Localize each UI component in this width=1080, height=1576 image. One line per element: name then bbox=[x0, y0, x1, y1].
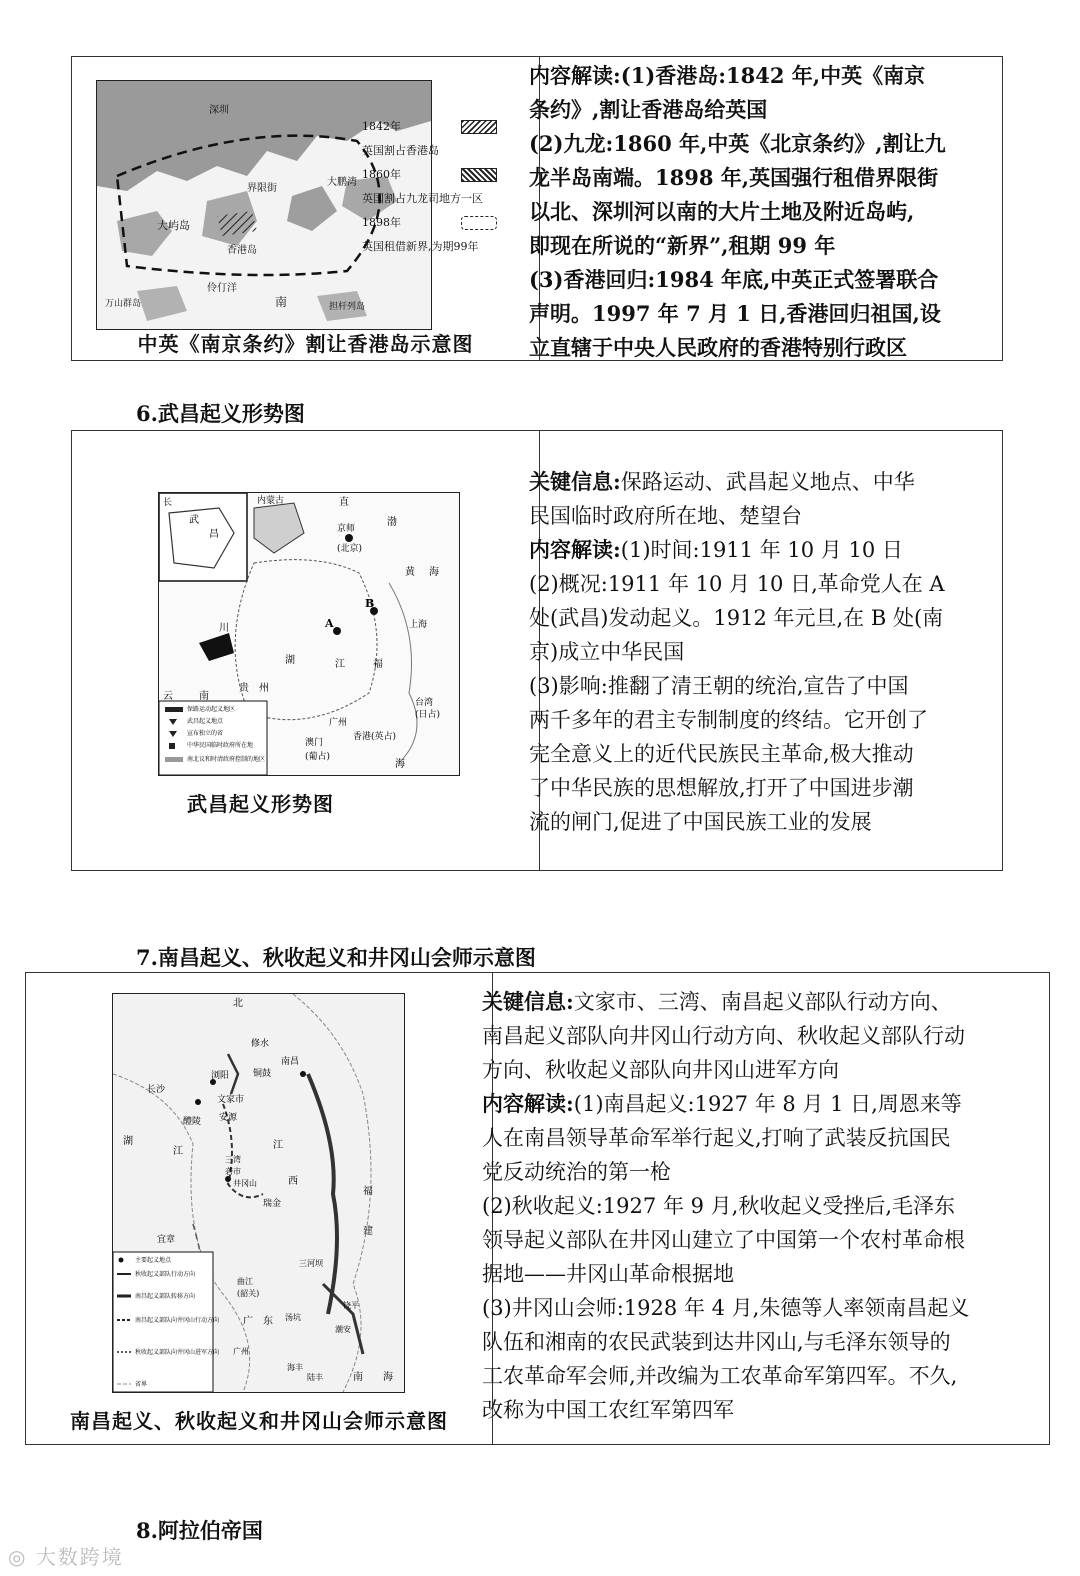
svg-text:省界: 省界 bbox=[135, 1381, 148, 1388]
svg-text:井冈山: 井冈山 bbox=[233, 1179, 257, 1188]
hongkong-map-caption: 中英《南京条约》割让香港岛示意图 bbox=[137, 332, 474, 356]
hatch-swatch-1842 bbox=[461, 120, 497, 134]
svg-text:湖: 湖 bbox=[123, 1136, 133, 1147]
hongkong-text bbox=[517, 57, 1002, 360]
svg-text:瑞金: 瑞金 bbox=[263, 1199, 282, 1209]
svg-text:南: 南 bbox=[275, 295, 288, 309]
svg-text:渤: 渤 bbox=[387, 517, 397, 528]
svg-text:修水: 修水 bbox=[251, 1039, 270, 1049]
svg-text:醴陵: 醴陵 bbox=[183, 1117, 202, 1127]
svg-text:深圳: 深圳 bbox=[209, 105, 229, 116]
svg-text:砻市: 砻市 bbox=[225, 1167, 241, 1176]
nanchang-heading: 7.南昌起义、秋收起义和井冈山会师示意图 bbox=[136, 945, 536, 970]
svg-text:川: 川 bbox=[219, 623, 229, 634]
text-line: 南昌起义部队向井冈山行动方向、秋收起义部队行动 bbox=[482, 1024, 965, 1048]
svg-text:文家市: 文家市 bbox=[217, 1095, 245, 1105]
svg-text:建: 建 bbox=[363, 1226, 373, 1237]
text-line: (3)井冈山会师:1928 年 4 月,朱德等人率领南昌起义 bbox=[482, 1296, 970, 1320]
svg-text:广州: 广州 bbox=[233, 1347, 249, 1356]
text-line: 京)成立中华民国 bbox=[529, 640, 685, 664]
svg-text:京师: 京师 bbox=[337, 524, 356, 534]
svg-text:主要起义地点: 主要起义地点 bbox=[135, 1257, 172, 1264]
hongkong-legend bbox=[362, 115, 497, 259]
svg-text:北: 北 bbox=[233, 998, 243, 1009]
text-line: 工农革命军会师,并改编为工农革命军第四军。不久, bbox=[482, 1364, 958, 1388]
svg-text:黄: 黄 bbox=[405, 567, 415, 578]
nanchang-map-caption: 南昌起义、秋收起义和井冈山会师示意图 bbox=[70, 1409, 448, 1433]
svg-text:中华民国临时政府所在地: 中华民国临时政府所在地 bbox=[187, 742, 254, 749]
svg-text:秋收起义部队向井冈山进军方向: 秋收起义部队向井冈山进军方向 bbox=[135, 1349, 220, 1356]
svg-text:三河坝: 三河坝 bbox=[299, 1259, 323, 1268]
text-line: 流的闸门,促进了中国民族工业的发展 bbox=[529, 810, 872, 834]
hongkong-map-cell bbox=[72, 57, 540, 360]
svg-text:(日占): (日占) bbox=[415, 710, 441, 720]
svg-text:海: 海 bbox=[429, 567, 439, 578]
svg-text:江: 江 bbox=[335, 659, 345, 670]
text-line: 据地——井冈山革命根据地 bbox=[482, 1262, 734, 1286]
svg-text:南昌起义部队转移方向: 南昌起义部队转移方向 bbox=[135, 1293, 196, 1300]
svg-text:陆丰: 陆丰 bbox=[307, 1373, 323, 1382]
svg-text:南昌起义部队向井冈山行动方向: 南昌起义部队向井冈山行动方向 bbox=[135, 1317, 220, 1324]
svg-text:海: 海 bbox=[395, 759, 405, 770]
svg-text:贵: 贵 bbox=[239, 683, 249, 694]
svg-text:内蒙古: 内蒙古 bbox=[257, 496, 285, 506]
text-line: 以北、深圳河以南的大片土地及附近岛屿, bbox=[529, 199, 915, 224]
svg-text:南北议和时清政府控制的地区: 南北议和时清政府控制的地区 bbox=[187, 756, 266, 763]
text-line: 即现在所说的“新界”,租期 99 年 bbox=[529, 233, 836, 258]
svg-text:香港(英占): 香港(英占) bbox=[353, 732, 397, 742]
svg-text:浏阳: 浏阳 bbox=[211, 1071, 230, 1081]
legend-1842: 1842年 bbox=[362, 115, 497, 139]
text-line: 改称为中国工农红军第四军 bbox=[482, 1398, 734, 1422]
svg-text:饶平: 饶平 bbox=[343, 1301, 359, 1310]
text-line: (3)影响:推翻了清王朝的统治,宣告了中国 bbox=[529, 674, 909, 698]
svg-text:长: 长 bbox=[163, 498, 173, 508]
svg-text:(韶关): (韶关) bbox=[237, 1289, 260, 1298]
wuchang-map bbox=[158, 492, 460, 776]
text-line: 关键信息:保路运动、武昌起义地点、中华 bbox=[529, 469, 915, 494]
text-line: 内容解读:(1)香港岛:1842 年,中英《南京 bbox=[529, 63, 926, 88]
svg-text:秋收起义部队行动方向: 秋收起义部队行动方向 bbox=[135, 1271, 196, 1278]
svg-text:大鹏湾: 大鹏湾 bbox=[327, 177, 357, 188]
svg-text:湖: 湖 bbox=[285, 655, 295, 666]
legend-1898-text: 英国租借新界,为期99年 bbox=[362, 240, 479, 253]
svg-text:武昌起义地点: 武昌起义地点 bbox=[187, 718, 224, 725]
watermark-logo-icon: ◎ bbox=[8, 1545, 28, 1569]
nanchang-map-cell bbox=[26, 973, 493, 1444]
svg-text:澳门: 澳门 bbox=[305, 738, 324, 748]
svg-text:大屿岛: 大屿岛 bbox=[157, 219, 190, 232]
svg-text:福: 福 bbox=[373, 659, 383, 670]
text-line: 两千多年的君主专制制度的终结。它开创了 bbox=[529, 708, 928, 732]
legend-1860: 1860年 bbox=[362, 163, 497, 187]
svg-text:武: 武 bbox=[189, 515, 199, 526]
legend-1842-text: 英国割占香港岛 bbox=[362, 144, 439, 157]
svg-text:担杆列岛: 担杆列岛 bbox=[329, 302, 366, 312]
svg-text:海丰: 海丰 bbox=[287, 1363, 303, 1372]
text-line: 条约》,割让香港岛给英国 bbox=[529, 97, 768, 122]
wuchang-section bbox=[71, 430, 1003, 871]
nanchang-text bbox=[470, 973, 1049, 1444]
svg-text:安源: 安源 bbox=[219, 1113, 238, 1123]
wuchang-map-caption: 武昌起义形势图 bbox=[187, 792, 334, 816]
watermark: ◎ 大数跨境 bbox=[8, 1545, 124, 1569]
text-line: 内容解读:(1)南昌起义:1927 年 8 月 1 日,周恩来等 bbox=[482, 1091, 962, 1116]
svg-text:伶仃洋: 伶仃洋 bbox=[207, 283, 237, 294]
svg-text:台湾: 台湾 bbox=[415, 698, 434, 708]
svg-text:保路运动起义地区: 保路运动起义地区 bbox=[187, 706, 236, 713]
text-line: 龙半岛南端。1898 年,英国强行租借界限街 bbox=[529, 165, 939, 190]
wuchang-text bbox=[517, 431, 1002, 870]
svg-text:江: 江 bbox=[273, 1140, 283, 1151]
svg-text:宜章: 宜章 bbox=[157, 1235, 176, 1245]
nanchang-map bbox=[112, 993, 405, 1393]
svg-text:上海: 上海 bbox=[409, 620, 428, 630]
text-line: 人在南昌领导革命军举行起义,打响了武装反抗国民 bbox=[482, 1126, 951, 1150]
text-line: 了中华民族的思想解放,打开了中国进步潮 bbox=[529, 776, 914, 800]
svg-text:万山群岛: 万山群岛 bbox=[105, 299, 142, 309]
svg-text:A: A bbox=[325, 617, 334, 630]
dashed-swatch-1898 bbox=[461, 216, 497, 230]
text-line: 关键信息:文家市、三湾、南昌起义部队行动方向、 bbox=[482, 989, 952, 1014]
svg-text:(葡占): (葡占) bbox=[305, 752, 331, 762]
text-line: 完全意义上的近代民族民主革命,极大推动 bbox=[529, 742, 914, 766]
svg-text:潮安: 潮安 bbox=[335, 1325, 351, 1334]
text-line: 党反动统治的第一枪 bbox=[482, 1160, 671, 1184]
svg-text:州: 州 bbox=[259, 683, 269, 694]
wuchang-heading: 6.武昌起义形势图 bbox=[136, 401, 305, 426]
svg-text:三湾: 三湾 bbox=[225, 1155, 241, 1164]
legend-1860-text: 英国割占九龙司地方一区 bbox=[362, 192, 483, 205]
text-line: (2)九龙:1860 年,中英《北京条约》,割让九 bbox=[529, 131, 946, 156]
text-line: 队伍和湘南的农民武装到达井冈山,与毛泽东领导的 bbox=[482, 1330, 951, 1354]
hongkong-section bbox=[71, 56, 1003, 361]
text-line: (2)概况:1911 年 10 月 10 日,革命党人在 A bbox=[529, 572, 945, 596]
svg-text:南: 南 bbox=[353, 1372, 363, 1383]
text-line: 领导起义部队在井冈山建立了中国第一个农村革命根 bbox=[482, 1228, 965, 1252]
svg-text:西: 西 bbox=[288, 1176, 298, 1187]
svg-text:南: 南 bbox=[199, 691, 209, 702]
text-line: (3)香港回归:1984 年底,中英正式签署联合 bbox=[529, 267, 939, 292]
legend-1898: 1898年 bbox=[362, 211, 497, 235]
svg-text:昌: 昌 bbox=[209, 529, 219, 540]
wuchang-map-cell bbox=[72, 431, 540, 870]
svg-text:曲江: 曲江 bbox=[237, 1277, 253, 1286]
text-line: 处(武昌)发动起义。1912 年元旦,在 B 处(南 bbox=[529, 606, 944, 630]
text-line: (2)秋收起义:1927 年 9 月,秋收起义受挫后,毛泽东 bbox=[482, 1194, 956, 1218]
text-line: 内容解读:(1)时间:1911 年 10 月 10 日 bbox=[529, 537, 903, 562]
hatch-swatch-1860 bbox=[461, 168, 497, 182]
svg-text:东: 东 bbox=[263, 1316, 273, 1327]
svg-text:铜鼓: 铜鼓 bbox=[253, 1069, 272, 1079]
svg-text:直: 直 bbox=[339, 497, 349, 508]
nanchang-section bbox=[25, 972, 1050, 1445]
svg-text:云: 云 bbox=[163, 691, 173, 702]
svg-text:广州: 广州 bbox=[329, 718, 348, 728]
svg-text:香港岛: 香港岛 bbox=[227, 245, 257, 256]
svg-text:B: B bbox=[365, 597, 375, 610]
svg-text:海: 海 bbox=[383, 1372, 393, 1383]
svg-text:宣布独立的省: 宣布独立的省 bbox=[187, 730, 224, 737]
svg-text:福: 福 bbox=[363, 1186, 373, 1197]
svg-text:界限街: 界限街 bbox=[247, 183, 277, 194]
svg-text:长沙: 长沙 bbox=[147, 1085, 166, 1095]
svg-text:南昌: 南昌 bbox=[281, 1057, 300, 1067]
svg-text:江: 江 bbox=[173, 1146, 183, 1157]
arab-empire-heading: 8.阿拉伯帝国 bbox=[136, 1518, 263, 1543]
text-line: 立直辖于中央人民政府的香港特别行政区 bbox=[529, 335, 907, 360]
svg-text:汤坑: 汤坑 bbox=[285, 1313, 301, 1322]
text-line: 声明。1997 年 7 月 1 日,香港回归祖国,设 bbox=[529, 301, 941, 326]
text-line: 民国临时政府所在地、楚望台 bbox=[529, 504, 802, 528]
svg-text:广: 广 bbox=[243, 1316, 253, 1327]
text-line: 方向、秋收起义部队向井冈山进军方向 bbox=[482, 1058, 839, 1082]
svg-text:(北京): (北京) bbox=[337, 544, 363, 554]
